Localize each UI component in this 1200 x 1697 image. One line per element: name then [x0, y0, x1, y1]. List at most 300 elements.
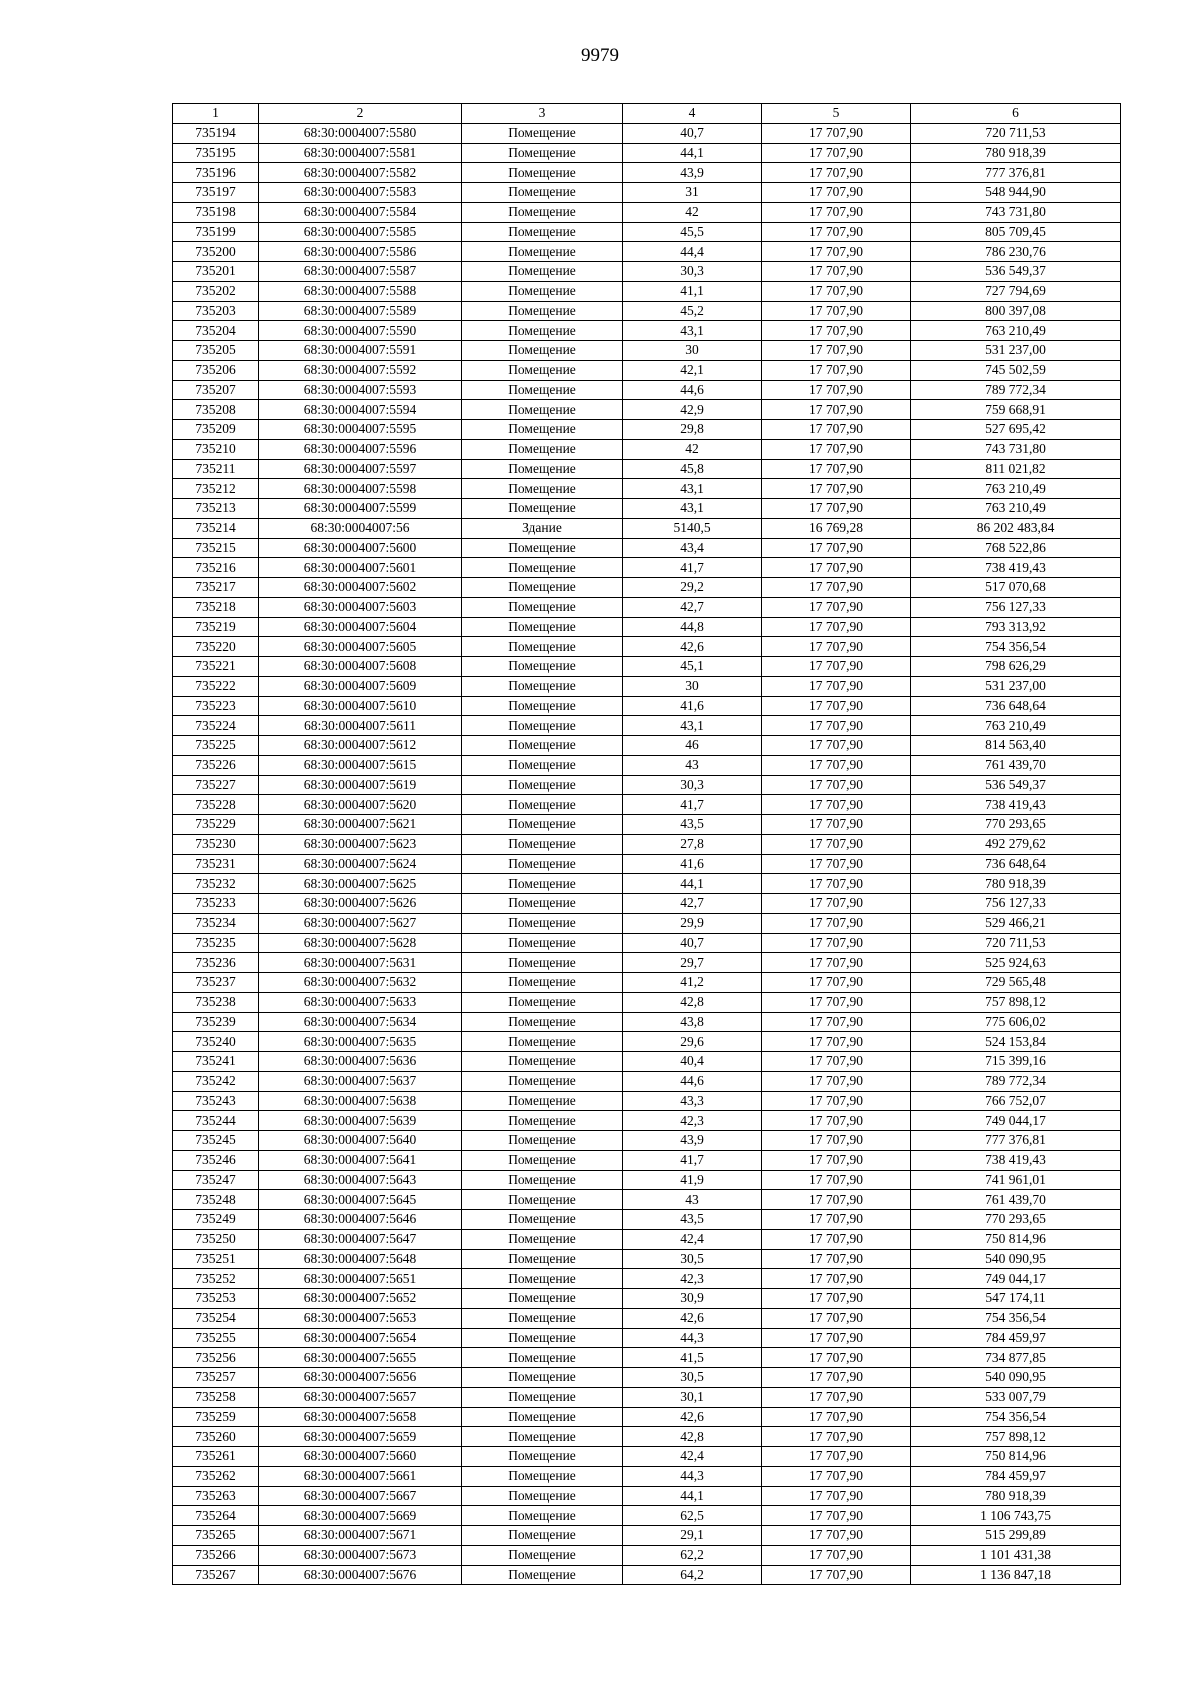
object-type-cell: Помещение [462, 1486, 623, 1506]
object-type-cell: Помещение [462, 973, 623, 993]
table-row [173, 775, 1121, 795]
object-type-cell: Помещение [462, 1328, 623, 1348]
cadastral-number-cell: 68:30:0004007:5605 [259, 637, 462, 657]
area-cell: 44,3 [623, 1328, 762, 1348]
cadastral-number-cell: 68:30:0004007:5601 [259, 558, 462, 578]
object-type-cell: Помещение [462, 1210, 623, 1230]
table-row [173, 1506, 1121, 1526]
cadastral-value-cell: 727 794,69 [911, 281, 1121, 301]
row-number-cell: 735237 [173, 973, 259, 993]
object-type-cell: Помещение [462, 262, 623, 282]
table-row [173, 400, 1121, 420]
cadastral-value-cell: 86 202 483,84 [911, 518, 1121, 538]
table-row [173, 1012, 1121, 1032]
object-type-cell: Помещение [462, 874, 623, 894]
unit-value-cell: 17 707,90 [762, 1111, 911, 1131]
object-type-cell: Помещение [462, 1131, 623, 1151]
unit-value-cell: 17 707,90 [762, 933, 911, 953]
table-row [173, 1052, 1121, 1072]
unit-value-cell: 17 707,90 [762, 479, 911, 499]
unit-value-cell: 17 707,90 [762, 1091, 911, 1111]
area-cell: 42,3 [623, 1269, 762, 1289]
object-type-cell: Помещение [462, 1052, 623, 1072]
area-cell: 29,8 [623, 420, 762, 440]
table-row [173, 854, 1121, 874]
row-number-cell: 735206 [173, 360, 259, 380]
cadastral-number-cell: 68:30:0004007:5608 [259, 657, 462, 677]
area-cell: 43,5 [623, 1210, 762, 1230]
area-cell: 43,1 [623, 479, 762, 499]
area-cell: 44,1 [623, 1486, 762, 1506]
unit-value-cell: 17 707,90 [762, 1289, 911, 1309]
cadastral-number-cell: 68:30:0004007:5624 [259, 854, 462, 874]
object-type-cell: Помещение [462, 459, 623, 479]
cadastral-value-cell: 780 918,39 [911, 874, 1121, 894]
cadastral-value-cell: 780 918,39 [911, 143, 1121, 163]
unit-value-cell: 17 707,90 [762, 380, 911, 400]
unit-value-cell: 17 707,90 [762, 360, 911, 380]
cadastral-value-cell: 770 293,65 [911, 1210, 1121, 1230]
object-type-cell: Помещение [462, 558, 623, 578]
row-number-cell: 735205 [173, 341, 259, 361]
unit-value-cell: 17 707,90 [762, 1249, 911, 1269]
cadastral-number-cell: 68:30:0004007:5602 [259, 578, 462, 598]
table-row [173, 1565, 1121, 1585]
table-row [173, 1427, 1121, 1447]
row-number-cell: 735203 [173, 301, 259, 321]
column-header: 4 [623, 104, 762, 124]
row-number-cell: 735221 [173, 657, 259, 677]
row-number-cell: 735208 [173, 400, 259, 420]
object-type-cell: Помещение [462, 1387, 623, 1407]
cadastral-value-cell: 749 044,17 [911, 1269, 1121, 1289]
unit-value-cell: 17 707,90 [762, 1071, 911, 1091]
area-cell: 40,4 [623, 1052, 762, 1072]
cadastral-value-cell: 766 752,07 [911, 1091, 1121, 1111]
unit-value-cell: 17 707,90 [762, 1407, 911, 1427]
table-row [173, 834, 1121, 854]
table-row [173, 815, 1121, 835]
cadastral-value-cell: 763 210,49 [911, 716, 1121, 736]
table-row [173, 755, 1121, 775]
cadastral-number-cell: 68:30:0004007:56 [259, 518, 462, 538]
unit-value-cell: 17 707,90 [762, 1032, 911, 1052]
cadastral-value-cell: 768 522,86 [911, 538, 1121, 558]
cadastral-number-cell: 68:30:0004007:5641 [259, 1150, 462, 1170]
cadastral-value-cell: 745 502,59 [911, 360, 1121, 380]
object-type-cell: Помещение [462, 538, 623, 558]
unit-value-cell: 17 707,90 [762, 1012, 911, 1032]
object-type-cell: Помещение [462, 1526, 623, 1546]
unit-value-cell: 17 707,90 [762, 400, 911, 420]
cadastral-value-cell: 536 549,37 [911, 262, 1121, 282]
cadastral-value-cell: 517 070,68 [911, 578, 1121, 598]
unit-value-cell: 17 707,90 [762, 558, 911, 578]
area-cell: 30,5 [623, 1368, 762, 1388]
object-type-cell: Здание [462, 518, 623, 538]
cadastral-number-cell: 68:30:0004007:5661 [259, 1466, 462, 1486]
cadastral-value-cell: 715 399,16 [911, 1052, 1121, 1072]
area-cell: 30,1 [623, 1387, 762, 1407]
row-number-cell: 735241 [173, 1052, 259, 1072]
cadastral-value-cell: 756 127,33 [911, 597, 1121, 617]
unit-value-cell: 17 707,90 [762, 913, 911, 933]
unit-value-cell: 17 707,90 [762, 143, 911, 163]
row-number-cell: 735253 [173, 1289, 259, 1309]
unit-value-cell: 17 707,90 [762, 420, 911, 440]
area-cell: 44,8 [623, 617, 762, 637]
object-type-cell: Помещение [462, 953, 623, 973]
page-number: 9979 [581, 45, 619, 66]
column-header: 1 [173, 104, 259, 124]
cadastral-number-cell: 68:30:0004007:5626 [259, 894, 462, 914]
row-number-cell: 735236 [173, 953, 259, 973]
row-number-cell: 735233 [173, 894, 259, 914]
table-row [173, 1407, 1121, 1427]
object-type-cell: Помещение [462, 1289, 623, 1309]
cadastral-value-cell: 777 376,81 [911, 1131, 1121, 1151]
row-number-cell: 735251 [173, 1249, 259, 1269]
cadastral-number-cell: 68:30:0004007:5590 [259, 321, 462, 341]
table-row [173, 281, 1121, 301]
area-cell: 29,1 [623, 1526, 762, 1546]
table-row [173, 1210, 1121, 1230]
cadastral-value-cell: 548 944,90 [911, 183, 1121, 203]
cadastral-value-cell: 775 606,02 [911, 1012, 1121, 1032]
cadastral-number-cell: 68:30:0004007:5645 [259, 1190, 462, 1210]
cadastral-number-cell: 68:30:0004007:5627 [259, 913, 462, 933]
object-type-cell: Помещение [462, 380, 623, 400]
unit-value-cell: 17 707,90 [762, 1348, 911, 1368]
object-type-cell: Помещение [462, 1368, 623, 1388]
unit-value-cell: 17 707,90 [762, 321, 911, 341]
cadastral-number-cell: 68:30:0004007:5597 [259, 459, 462, 479]
area-cell: 43,9 [623, 1131, 762, 1151]
cadastral-number-cell: 68:30:0004007:5659 [259, 1427, 462, 1447]
area-cell: 46 [623, 736, 762, 756]
table-row [173, 874, 1121, 894]
cadastral-value-cell: 750 814,96 [911, 1447, 1121, 1467]
cadastral-value-cell: 729 565,48 [911, 973, 1121, 993]
table-row [173, 123, 1121, 143]
row-number-cell: 735222 [173, 676, 259, 696]
area-cell: 45,5 [623, 222, 762, 242]
cadastral-number-cell: 68:30:0004007:5621 [259, 815, 462, 835]
cadastral-value-cell: 777 376,81 [911, 163, 1121, 183]
object-type-cell: Помещение [462, 1249, 623, 1269]
area-cell: 44,1 [623, 874, 762, 894]
object-type-cell: Помещение [462, 1269, 623, 1289]
row-number-cell: 735247 [173, 1170, 259, 1190]
cadastral-number-cell: 68:30:0004007:5611 [259, 716, 462, 736]
cadastral-value-cell: 524 153,84 [911, 1032, 1121, 1052]
cadastral-number-cell: 68:30:0004007:5600 [259, 538, 462, 558]
cadastral-value-cell: 798 626,29 [911, 657, 1121, 677]
area-cell: 62,2 [623, 1545, 762, 1565]
cadastral-number-cell: 68:30:0004007:5581 [259, 143, 462, 163]
unit-value-cell: 17 707,90 [762, 1210, 911, 1230]
object-type-cell: Помещение [462, 1071, 623, 1091]
row-number-cell: 735257 [173, 1368, 259, 1388]
row-number-cell: 735259 [173, 1407, 259, 1427]
area-cell: 41,2 [623, 973, 762, 993]
cadastral-number-cell: 68:30:0004007:5653 [259, 1308, 462, 1328]
row-number-cell: 735229 [173, 815, 259, 835]
row-number-cell: 735218 [173, 597, 259, 617]
cadastral-value-cell: 784 459,97 [911, 1466, 1121, 1486]
table-row [173, 222, 1121, 242]
area-cell: 43,1 [623, 716, 762, 736]
area-cell: 41,7 [623, 558, 762, 578]
table-row [173, 321, 1121, 341]
table-row [173, 499, 1121, 519]
cadastral-number-cell: 68:30:0004007:5580 [259, 123, 462, 143]
cadastral-number-cell: 68:30:0004007:5596 [259, 439, 462, 459]
cadastral-value-cell: 492 279,62 [911, 834, 1121, 854]
cadastral-number-cell: 68:30:0004007:5676 [259, 1565, 462, 1585]
cadastral-value-cell: 749 044,17 [911, 1111, 1121, 1131]
object-type-cell: Помещение [462, 1447, 623, 1467]
cadastral-value-cell: 763 210,49 [911, 321, 1121, 341]
unit-value-cell: 17 707,90 [762, 499, 911, 519]
unit-value-cell: 17 707,90 [762, 736, 911, 756]
cadastral-value-cell: 789 772,34 [911, 380, 1121, 400]
area-cell: 64,2 [623, 1565, 762, 1585]
object-type-cell: Помещение [462, 360, 623, 380]
cadastral-number-cell: 68:30:0004007:5651 [259, 1269, 462, 1289]
object-type-cell: Помещение [462, 834, 623, 854]
table-row [173, 380, 1121, 400]
cadastral-value-cell: 811 021,82 [911, 459, 1121, 479]
unit-value-cell: 17 707,90 [762, 1269, 911, 1289]
cadastral-number-cell: 68:30:0004007:5586 [259, 242, 462, 262]
object-type-cell: Помещение [462, 676, 623, 696]
cadastral-number-cell: 68:30:0004007:5584 [259, 202, 462, 222]
object-type-cell: Помещение [462, 123, 623, 143]
object-type-cell: Помещение [462, 499, 623, 519]
area-cell: 43 [623, 755, 762, 775]
row-number-cell: 735202 [173, 281, 259, 301]
cadastral-number-cell: 68:30:0004007:5582 [259, 163, 462, 183]
object-type-cell: Помещение [462, 1348, 623, 1368]
object-type-cell: Помещение [462, 1229, 623, 1249]
unit-value-cell: 17 707,90 [762, 123, 911, 143]
table-row [173, 736, 1121, 756]
unit-value-cell: 17 707,90 [762, 1190, 911, 1210]
unit-value-cell: 17 707,90 [762, 1229, 911, 1249]
row-number-cell: 735226 [173, 755, 259, 775]
unit-value-cell: 17 707,90 [762, 281, 911, 301]
unit-value-cell: 17 707,90 [762, 973, 911, 993]
object-type-cell: Помещение [462, 597, 623, 617]
object-type-cell: Помещение [462, 992, 623, 1012]
row-number-cell: 735248 [173, 1190, 259, 1210]
area-cell: 42,6 [623, 637, 762, 657]
unit-value-cell: 17 707,90 [762, 1486, 911, 1506]
cadastral-value-cell: 734 877,85 [911, 1348, 1121, 1368]
table-body [173, 123, 1121, 1585]
table-row [173, 696, 1121, 716]
area-cell: 30,3 [623, 775, 762, 795]
cadastral-number-cell: 68:30:0004007:5634 [259, 1012, 462, 1032]
cadastral-number-cell: 68:30:0004007:5667 [259, 1486, 462, 1506]
row-number-cell: 735198 [173, 202, 259, 222]
area-cell: 5140,5 [623, 518, 762, 538]
area-cell: 30 [623, 341, 762, 361]
cadastral-value-cell: 1 136 847,18 [911, 1565, 1121, 1585]
cadastral-number-cell: 68:30:0004007:5639 [259, 1111, 462, 1131]
row-number-cell: 735200 [173, 242, 259, 262]
cadastral-value-cell: 800 397,08 [911, 301, 1121, 321]
cadastral-value-cell: 531 237,00 [911, 341, 1121, 361]
unit-value-cell: 17 707,90 [762, 1052, 911, 1072]
row-number-cell: 735232 [173, 874, 259, 894]
area-cell: 43,3 [623, 1091, 762, 1111]
area-cell: 42,8 [623, 992, 762, 1012]
cadastral-value-cell: 743 731,80 [911, 202, 1121, 222]
cadastral-number-cell: 68:30:0004007:5620 [259, 795, 462, 815]
table-row [173, 242, 1121, 262]
cadastral-value-cell: 736 648,64 [911, 696, 1121, 716]
table-row [173, 1190, 1121, 1210]
cadastral-value-cell: 720 711,53 [911, 123, 1121, 143]
object-type-cell: Помещение [462, 301, 623, 321]
row-number-cell: 735219 [173, 617, 259, 637]
cadastral-value-cell: 750 814,96 [911, 1229, 1121, 1249]
area-cell: 41,7 [623, 795, 762, 815]
cadastral-number-cell: 68:30:0004007:5654 [259, 1328, 462, 1348]
object-type-cell: Помещение [462, 716, 623, 736]
unit-value-cell: 17 707,90 [762, 439, 911, 459]
unit-value-cell: 17 707,90 [762, 1368, 911, 1388]
object-type-cell: Помещение [462, 755, 623, 775]
table-row [173, 1328, 1121, 1348]
cadastral-value-cell: 814 563,40 [911, 736, 1121, 756]
unit-value-cell: 17 707,90 [762, 854, 911, 874]
area-cell: 40,7 [623, 123, 762, 143]
table-row [173, 1447, 1121, 1467]
row-number-cell: 735254 [173, 1308, 259, 1328]
table-row [173, 894, 1121, 914]
row-number-cell: 735265 [173, 1526, 259, 1546]
row-number-cell: 735231 [173, 854, 259, 874]
table-row [173, 617, 1121, 637]
table-row [173, 1526, 1121, 1546]
table-row [173, 301, 1121, 321]
column-header: 5 [762, 104, 911, 124]
cadastral-number-cell: 68:30:0004007:5637 [259, 1071, 462, 1091]
area-cell: 45,1 [623, 657, 762, 677]
table-row [173, 360, 1121, 380]
table-row [173, 1368, 1121, 1388]
table-row [173, 163, 1121, 183]
row-number-cell: 735238 [173, 992, 259, 1012]
area-cell: 41,7 [623, 1150, 762, 1170]
table-row [173, 1269, 1121, 1289]
unit-value-cell: 17 707,90 [762, 716, 911, 736]
object-type-cell: Помещение [462, 222, 623, 242]
area-cell: 42 [623, 202, 762, 222]
table-row [173, 973, 1121, 993]
cadastral-number-cell: 68:30:0004007:5588 [259, 281, 462, 301]
cadastral-number-cell: 68:30:0004007:5640 [259, 1131, 462, 1151]
table-header-row [173, 104, 1121, 124]
row-number-cell: 735245 [173, 1131, 259, 1151]
object-type-cell: Помещение [462, 775, 623, 795]
cadastral-number-cell: 68:30:0004007:5615 [259, 755, 462, 775]
unit-value-cell: 17 707,90 [762, 1308, 911, 1328]
row-number-cell: 735197 [173, 183, 259, 203]
cadastral-value-cell: 540 090,95 [911, 1249, 1121, 1269]
table-row [173, 420, 1121, 440]
object-type-cell: Помещение [462, 1032, 623, 1052]
area-cell: 43,9 [623, 163, 762, 183]
row-number-cell: 735262 [173, 1466, 259, 1486]
area-cell: 27,8 [623, 834, 762, 854]
column-header: 3 [462, 104, 623, 124]
row-number-cell: 735204 [173, 321, 259, 341]
unit-value-cell: 17 707,90 [762, 578, 911, 598]
row-number-cell: 735239 [173, 1012, 259, 1032]
cadastral-number-cell: 68:30:0004007:5636 [259, 1052, 462, 1072]
object-type-cell: Помещение [462, 933, 623, 953]
cadastral-number-cell: 68:30:0004007:5648 [259, 1249, 462, 1269]
row-number-cell: 735216 [173, 558, 259, 578]
cadastral-value-cell: 759 668,91 [911, 400, 1121, 420]
unit-value-cell: 17 707,90 [762, 1545, 911, 1565]
table-row [173, 1466, 1121, 1486]
object-type-cell: Помещение [462, 617, 623, 637]
area-cell: 40,7 [623, 933, 762, 953]
table-row [173, 518, 1121, 538]
cadastral-number-cell: 68:30:0004007:5632 [259, 973, 462, 993]
area-cell: 29,9 [623, 913, 762, 933]
unit-value-cell: 17 707,90 [762, 676, 911, 696]
cadastral-number-cell: 68:30:0004007:5604 [259, 617, 462, 637]
object-type-cell: Помещение [462, 202, 623, 222]
row-number-cell: 735242 [173, 1071, 259, 1091]
unit-value-cell: 17 707,90 [762, 795, 911, 815]
table-row [173, 1308, 1121, 1328]
table-row [173, 1170, 1121, 1190]
cadastral-value-cell: 756 127,33 [911, 894, 1121, 914]
unit-value-cell: 17 707,90 [762, 775, 911, 795]
object-type-cell: Помещение [462, 1506, 623, 1526]
object-type-cell: Помещение [462, 1427, 623, 1447]
row-number-cell: 735228 [173, 795, 259, 815]
area-cell: 44,3 [623, 1466, 762, 1486]
unit-value-cell: 17 707,90 [762, 1447, 911, 1467]
object-type-cell: Помещение [462, 400, 623, 420]
unit-value-cell: 17 707,90 [762, 163, 911, 183]
cadastral-number-cell: 68:30:0004007:5593 [259, 380, 462, 400]
cadastral-number-cell: 68:30:0004007:5583 [259, 183, 462, 203]
cadastral-number-cell: 68:30:0004007:5638 [259, 1091, 462, 1111]
cadastral-value-cell: 738 419,43 [911, 795, 1121, 815]
table-row [173, 202, 1121, 222]
unit-value-cell: 17 707,90 [762, 183, 911, 203]
cadastral-value-cell: 547 174,11 [911, 1289, 1121, 1309]
row-number-cell: 735195 [173, 143, 259, 163]
table-row [173, 933, 1121, 953]
area-cell: 42,7 [623, 894, 762, 914]
row-number-cell: 735252 [173, 1269, 259, 1289]
cadastral-value-cell: 1 101 431,38 [911, 1545, 1121, 1565]
cadastral-value-cell: 741 961,01 [911, 1170, 1121, 1190]
object-type-cell: Помещение [462, 479, 623, 499]
cadastral-value-cell: 780 918,39 [911, 1486, 1121, 1506]
unit-value-cell: 17 707,90 [762, 341, 911, 361]
